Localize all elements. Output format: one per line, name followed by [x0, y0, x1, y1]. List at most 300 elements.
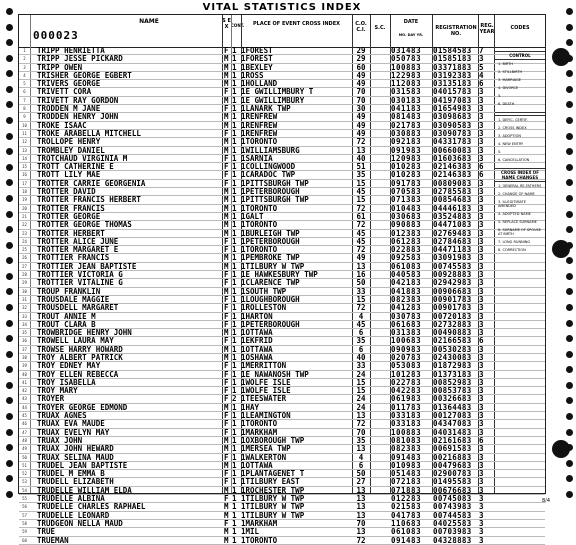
code-item: 8. CORRECTION	[498, 248, 526, 252]
cell-no: 20	[22, 205, 27, 211]
cell-reg: 04471083	[433, 221, 472, 230]
tractor-hole	[566, 195, 573, 202]
tractor-hole	[566, 397, 573, 404]
cell-year: 3	[479, 262, 484, 271]
cell-reg: 00744583	[433, 511, 472, 520]
tractor-hole	[566, 164, 573, 171]
cell-cont: 1	[232, 246, 237, 255]
cell-reg: 03135183	[433, 80, 472, 89]
cell-date: 112083	[391, 80, 422, 89]
cell-reg: 00928883	[433, 271, 472, 280]
cell-cont: 1	[232, 420, 237, 429]
cell-place: 1MERSEA TWP	[241, 445, 291, 454]
tractor-hole	[566, 273, 573, 280]
cell-no: 15	[22, 164, 27, 170]
cell-sex: F	[224, 453, 229, 462]
table-row	[19, 64, 545, 72]
cell-co: 15	[356, 179, 366, 188]
cell-reg: 00745083	[433, 495, 472, 504]
cell-date: 091983	[391, 146, 422, 155]
cell-name: TROWSE HARRY HOWARD	[37, 345, 123, 354]
cell-year: 3	[479, 461, 484, 470]
cell-sex: F	[224, 295, 229, 304]
cell-no: 39	[22, 363, 27, 369]
cell-reg: 04025583	[433, 519, 472, 528]
cell-name: TROUSDELL MARGARET	[37, 304, 119, 313]
cell-place: 1PEMBROKE TWP	[241, 254, 300, 263]
cell-cont: 1	[232, 495, 237, 504]
cell-co: 72	[356, 420, 366, 429]
cell-reg: 00901783	[433, 304, 472, 313]
cell-co: 13	[356, 146, 366, 155]
cell-cont: 1	[232, 519, 237, 528]
cell-sex: M	[224, 121, 229, 130]
table-row	[19, 470, 545, 478]
cell-no: 24	[22, 238, 27, 244]
cell-year: 3	[479, 511, 484, 520]
cell-reg: 02732883	[433, 320, 472, 329]
col-date-subheader: MO. DAY YR.	[398, 33, 424, 37]
cell-sex: F	[224, 478, 229, 487]
cell-cont: 1	[232, 204, 237, 213]
cell-cont: 1	[232, 387, 237, 396]
tractor-hole	[6, 70, 13, 77]
cell-sex: F	[224, 105, 229, 114]
cell-co: 35	[356, 171, 366, 180]
cell-sex: F	[224, 271, 229, 280]
cell-date: 100683	[391, 337, 422, 346]
cell-reg: 03098683	[433, 113, 472, 122]
cell-name: TROWELL LAURA MAY	[37, 337, 114, 346]
cell-date: 012283	[391, 495, 422, 504]
cell-sex: M	[224, 221, 229, 230]
cell-date: 051483	[391, 470, 422, 479]
cell-no: 37	[22, 346, 27, 352]
cell-place: 1MARKHAM	[241, 519, 278, 528]
cell-co: 40	[356, 154, 366, 163]
tractor-hole	[566, 335, 573, 342]
cell-sex: F	[224, 395, 229, 404]
code-item: 2. STILLBIRTH	[498, 70, 523, 74]
cell-year: 3	[479, 113, 484, 122]
cell-no: 58	[22, 520, 27, 526]
cell-reg: 04015783	[433, 88, 472, 97]
cell-name: TROTTER DAVID	[37, 188, 96, 197]
cell-name: TRUDEL M EMMA B	[37, 470, 105, 479]
cell-date: 021783	[391, 121, 422, 130]
cell-year: 4	[479, 71, 484, 80]
cell-place: 1GALT	[241, 212, 264, 221]
table-row	[19, 55, 545, 63]
cell-no: 43	[22, 396, 27, 402]
cell-year: 6	[479, 337, 484, 346]
code-item: 1. DEFIC. CERTIF.	[498, 118, 528, 122]
cell-year: 3	[479, 188, 484, 197]
col-sc-header: S.C.	[374, 25, 386, 31]
cell-reg: 02769483	[433, 229, 472, 238]
cell-place: 1OTTAWA	[241, 461, 273, 470]
cell-reg: 01654983	[433, 105, 472, 114]
table-row	[19, 462, 545, 470]
tractor-hole	[566, 179, 573, 186]
control-title: CONTROL	[495, 51, 545, 60]
cell-cont: 1	[232, 329, 237, 338]
tractor-hole	[566, 148, 573, 155]
cell-name: TROTTIER VITALINE G	[37, 279, 123, 288]
cell-year: 3	[479, 345, 484, 354]
cell-date: 041883	[391, 287, 422, 296]
cell-place: 1MERRITTON	[241, 362, 287, 371]
cell-year: 3	[479, 403, 484, 412]
table-row	[19, 379, 545, 387]
cell-name: TRODDEN HENRY JOHN	[37, 113, 119, 122]
cell-reg: 01584583	[433, 47, 472, 55]
cell-name: TRUDGEON NELLA MAUD	[37, 519, 123, 528]
cell-cont: 1	[232, 229, 237, 238]
cell-sex: F	[224, 320, 229, 329]
cell-date: 010283	[391, 163, 422, 172]
cell-year: 7	[479, 47, 484, 55]
cell-sex: M	[224, 503, 229, 512]
cell-no: 33	[22, 313, 27, 319]
cell-reg: 00720183	[433, 312, 472, 321]
tractor-hole	[6, 366, 13, 373]
table-row	[19, 371, 545, 379]
cell-no: 46	[22, 421, 27, 427]
cell-date: 072183	[391, 478, 422, 487]
cell-date: 070583	[391, 188, 422, 197]
table-row	[19, 404, 545, 412]
cell-cont: 1	[232, 337, 237, 346]
cell-sex: F	[224, 428, 229, 437]
cell-place: 1TORONTO	[241, 221, 278, 230]
cell-no: 12	[22, 139, 27, 145]
cell-reg: 02900783	[433, 470, 472, 479]
tractor-hole	[566, 491, 573, 498]
tractor-hole	[6, 397, 13, 404]
cell-year: 3	[479, 304, 484, 313]
cell-co: 4	[358, 312, 364, 321]
cell-sex: M	[224, 229, 229, 238]
tractor-hole	[566, 24, 573, 31]
tractor-hole	[566, 382, 573, 389]
cell-sex: F	[224, 179, 229, 188]
cell-year: 3	[479, 453, 484, 462]
cell-cont: 1	[232, 55, 237, 64]
cell-reg: 00479683	[433, 461, 472, 470]
cell-co: 72	[356, 138, 366, 147]
cell-place: 1TORONTO	[241, 138, 278, 147]
cell-reg: 02166583	[433, 337, 472, 346]
cell-date: 091483	[391, 453, 422, 462]
cell-place: 1E GWILLIMBURY T	[241, 88, 314, 97]
cell-cont: 1	[232, 486, 237, 495]
cell-no: 47	[22, 429, 27, 435]
tractor-hole	[6, 179, 13, 186]
cell-cont: 1	[232, 470, 237, 479]
cell-no: 9	[23, 114, 26, 120]
cell-co: 27	[356, 478, 366, 487]
cell-year: 6	[479, 436, 484, 445]
code-item: 3. ADOPTION	[498, 134, 521, 138]
cell-year: 3	[479, 254, 484, 263]
cell-date: 061283	[391, 237, 422, 246]
table-row	[19, 296, 545, 304]
cell-cont: 1	[232, 129, 237, 138]
cell-cont: 1	[232, 188, 237, 197]
table-row	[19, 238, 545, 246]
cell-reg: 04331783	[433, 138, 472, 147]
cell-reg: 03091983	[433, 254, 472, 263]
table-row	[19, 205, 545, 213]
cell-no: 48	[22, 437, 27, 443]
cell-no: 56	[22, 504, 27, 510]
cell-year: 3	[479, 387, 484, 396]
cell-co: 61	[356, 212, 366, 221]
tractor-hole	[566, 475, 573, 482]
cell-reg: 00854683	[433, 196, 472, 205]
table-row	[19, 171, 545, 179]
cell-cont: 1	[232, 96, 237, 105]
code-item: 3. MARRIAGE	[498, 78, 522, 82]
cell-year: 3	[479, 395, 484, 404]
cell-name: TROTT LILY MAE	[37, 171, 101, 180]
cell-reg: 01364483	[433, 403, 472, 412]
cell-year: 3	[479, 146, 484, 155]
cell-reg: 00127083	[433, 412, 472, 421]
cell-cont: 1	[232, 212, 237, 221]
cell-no: 28	[22, 272, 27, 278]
cell-reg: 04328883	[433, 536, 472, 545]
cell-cont: 1	[232, 295, 237, 304]
cell-no: 30	[22, 288, 27, 294]
table-row	[19, 113, 545, 121]
cell-place: 1COLLINGWOOD	[241, 163, 296, 172]
cell-no: 40	[22, 371, 27, 377]
cell-cont: 1	[232, 436, 237, 445]
cell-no: 45	[22, 413, 27, 419]
cell-date: 061083	[391, 262, 422, 271]
cell-no: 29	[22, 280, 27, 286]
tractor-hole	[6, 226, 13, 233]
cell-co: 70	[356, 88, 366, 97]
cell-place: 1TEESWATER	[241, 395, 287, 404]
cell-date: 011783	[391, 403, 422, 412]
cell-co: 50	[356, 279, 366, 288]
record-list	[19, 47, 545, 545]
code-item: 2. CHANGE OF NAME	[498, 192, 535, 196]
table-row	[19, 80, 545, 88]
cell-date: 081483	[391, 113, 422, 122]
cell-place: 1TORONTO	[241, 204, 278, 213]
table-row	[19, 487, 545, 495]
certificate-number: 000023	[33, 29, 79, 42]
cell-no: 50	[22, 454, 27, 460]
cell-cont: 1	[232, 312, 237, 321]
cell-date: 042283	[391, 387, 422, 396]
table-row	[19, 362, 545, 370]
cell-sex: M	[224, 353, 229, 362]
table-row	[19, 230, 545, 238]
code-item: 2. CROSS INDEX	[498, 126, 527, 130]
cell-co: 70	[356, 428, 366, 437]
cell-name: TRUAX EVELYN MAY	[37, 428, 110, 437]
cell-date: 120983	[391, 154, 422, 163]
cell-name: TROMBLEY DANIEL	[37, 146, 105, 155]
cell-date: 071883	[391, 486, 422, 495]
cell-year: 3	[479, 353, 484, 362]
table-row	[19, 503, 545, 511]
cell-date: 030783	[391, 312, 422, 321]
cell-reg: 00691583	[433, 445, 472, 454]
cell-sex: M	[224, 188, 229, 197]
cell-year: 3	[479, 154, 484, 163]
cell-reg: 04031483	[433, 428, 472, 437]
tractor-hole	[566, 257, 573, 264]
cell-date: 041283	[391, 304, 422, 313]
cell-place: 1WOLFE ISLE	[241, 378, 291, 387]
tractor-hole	[566, 429, 573, 436]
cell-no: 17	[22, 180, 27, 186]
table-row	[19, 346, 545, 354]
tractor-hole	[6, 242, 13, 249]
tractor-hole	[6, 101, 13, 108]
tractor-hole	[6, 351, 13, 358]
cell-place: 1PETERBOROUGH	[241, 320, 300, 329]
col-cont-header: CONT.	[231, 23, 245, 28]
cell-place: 1SOUTH TWP	[241, 287, 287, 296]
cell-name: TROUT ANNIE M	[37, 312, 96, 321]
cell-date: 041783	[391, 511, 422, 520]
cell-year: 3	[479, 279, 484, 288]
cell-cont: 1	[232, 271, 237, 280]
cell-date: 071383	[391, 196, 422, 205]
cell-no: 16	[22, 172, 27, 178]
cell-year: 3	[479, 271, 484, 280]
cell-year: 3	[479, 320, 484, 329]
cell-sex: M	[224, 254, 229, 263]
tractor-hole	[566, 211, 573, 218]
cell-reg: 02146383	[433, 163, 472, 172]
cell-cont: 1	[232, 453, 237, 462]
cell-place: 1PETERBOROUGH	[241, 237, 300, 246]
cell-co: 35	[356, 436, 366, 445]
cell-name: TROTTER ALICE JUNE	[37, 237, 119, 246]
cell-place: 1RENFREW	[241, 121, 278, 130]
cell-name: TRISHER GEORGE EGBERT	[37, 71, 132, 80]
cell-date: 030683	[391, 212, 422, 221]
table-row	[19, 528, 545, 536]
cell-year: 3	[479, 246, 484, 255]
cell-place: 1ROSS	[241, 71, 264, 80]
cell-co: 49	[356, 121, 366, 130]
cell-no: 59	[22, 529, 27, 535]
cell-name: TROTTER GEORGE	[37, 212, 101, 221]
cell-cont: 1	[232, 528, 237, 537]
cell-reg: 01585183	[433, 55, 472, 64]
cell-sex: F	[224, 412, 229, 421]
cell-name: TROTTER HERBERT	[37, 229, 105, 238]
tractor-hole	[566, 39, 573, 46]
cell-place: 1PITTSBURGH TWP	[241, 179, 309, 188]
cell-cont: 1	[232, 279, 237, 288]
cell-place: 1TILBURY W TWP	[241, 503, 305, 512]
cell-name: TROUP FRANKLIN	[37, 287, 101, 296]
cell-sex: M	[224, 212, 229, 221]
cell-year: 3	[479, 138, 484, 147]
cell-sex: F	[224, 279, 229, 288]
cell-sex: F	[224, 337, 229, 346]
cell-date: 020783	[391, 353, 422, 362]
table-row	[19, 254, 545, 262]
table-row	[19, 329, 545, 337]
cell-co: 45	[356, 229, 366, 238]
cell-cont: 1	[232, 63, 237, 72]
cell-name: TROTTER MARGARET E	[37, 246, 119, 255]
cell-cont: 1	[232, 403, 237, 412]
table-row	[19, 420, 545, 428]
cell-date: 041183	[391, 105, 422, 114]
cell-date: 050783	[391, 55, 422, 64]
cell-date: 061683	[391, 320, 422, 329]
cell-name: TROUT CLARA B	[37, 320, 96, 329]
cell-reg: 02784683	[433, 237, 472, 246]
cell-name: TRUE	[37, 528, 56, 537]
cell-cont: 1	[232, 378, 237, 387]
table-row	[19, 105, 545, 113]
cell-sex: M	[224, 511, 229, 520]
tractor-hole	[566, 413, 573, 420]
cell-date: 091483	[391, 536, 422, 545]
cell-cont: 1	[232, 445, 237, 454]
cell-date: 012383	[391, 229, 422, 238]
page-footer: 8/4	[541, 498, 550, 504]
tractor-hole	[566, 226, 573, 233]
code-item: 6. SURNAME OF SPOUSE AT BIRTH	[498, 228, 541, 236]
cell-place: 1OXBOROUGH TWP	[241, 436, 305, 445]
table-row	[19, 395, 545, 403]
table-row	[19, 163, 545, 171]
cell-name: TROY EDNEY MAY	[37, 362, 101, 371]
cell-no: 36	[22, 338, 27, 344]
cross-index-items	[495, 182, 545, 254]
cell-date: 031383	[391, 329, 422, 338]
cell-year: 3	[479, 212, 484, 221]
cell-co: 72	[356, 221, 366, 230]
cell-place: 1LANARK TWP	[241, 105, 291, 114]
cell-name: TRUDELLE CHARLES RAPHAEL	[37, 503, 146, 512]
cell-cont: 1	[232, 196, 237, 205]
cell-co: 72	[356, 246, 366, 255]
table-row	[19, 478, 545, 486]
cell-name: TROUSDALE MAGGIE	[37, 295, 110, 304]
cell-cont: 1	[232, 105, 237, 114]
cell-reg: 00901783	[433, 295, 472, 304]
code-item: 1. GENERAL RE-FATHERS	[498, 184, 542, 188]
cell-place: 1CLARENCE TWP	[241, 279, 300, 288]
cell-place: 1E GWILLIMBURY	[241, 96, 305, 105]
cell-no: 54	[22, 487, 27, 493]
tractor-hole	[6, 413, 13, 420]
cell-co: 6	[358, 345, 364, 354]
cell-no: 53	[22, 479, 27, 485]
cell-sex: M	[224, 63, 229, 72]
col-sex-header: S E X	[222, 18, 231, 30]
code-item: 6. CANCELLATION	[498, 158, 530, 162]
cell-place: 1TORONTO	[241, 246, 278, 255]
tractor-hole	[566, 366, 573, 373]
cell-no: 5	[23, 81, 26, 87]
